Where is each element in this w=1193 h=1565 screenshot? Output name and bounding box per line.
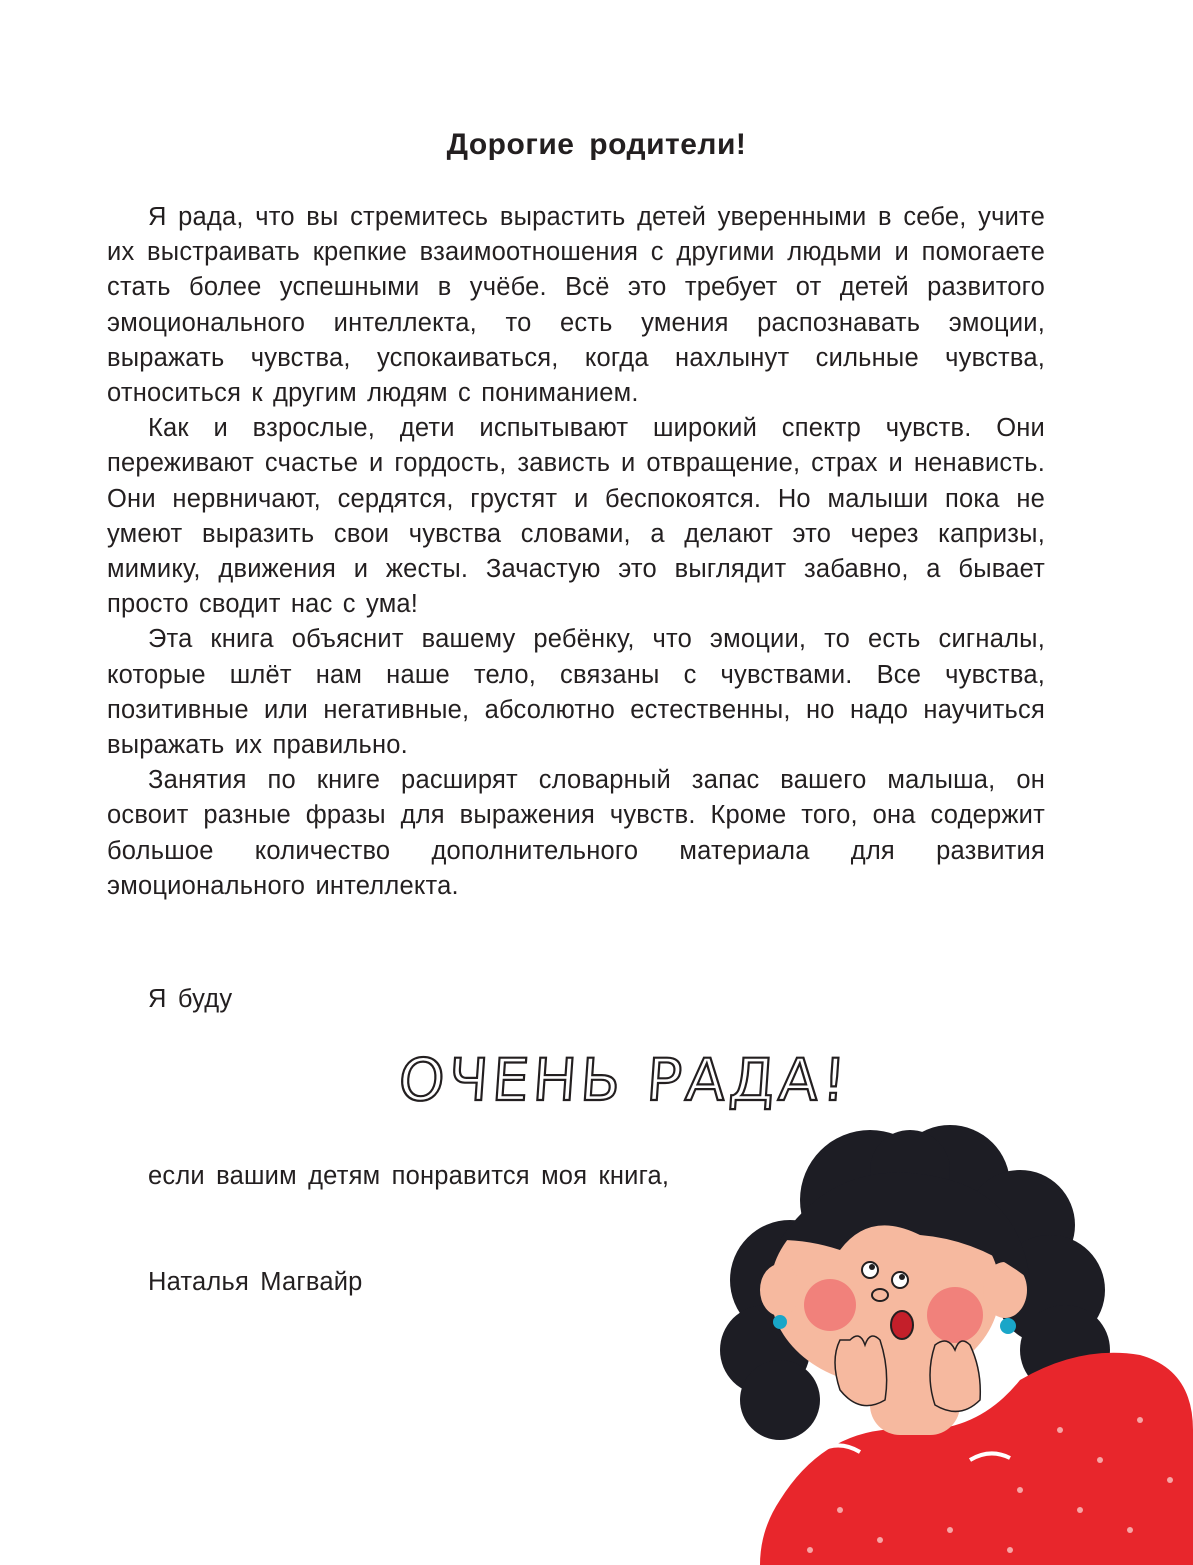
page-title: Дорогие родители!	[446, 128, 747, 161]
eye-left	[862, 1262, 878, 1278]
letter-body	[107, 200, 1045, 904]
handwritten-heading	[396, 1036, 853, 1116]
cheek-right	[927, 1287, 983, 1343]
earring-left	[773, 1315, 787, 1329]
eye-right	[892, 1272, 908, 1288]
closing-end: если вашим детям понравится моя книга,	[148, 1162, 670, 1190]
earring-right	[1000, 1318, 1016, 1334]
signature: Наталья Магвайр	[148, 1268, 363, 1296]
closing-start: Я буду	[148, 985, 233, 1013]
paragraph-2: Как и взрослые, дети испытывают широкий спектр чувств. Они переживают счастье и гордость, зависть и отвращение, страх и ненависть. Они нервничают, сердятся, грустят и беспокоятся. Но малыши пока не умеют выразить свои чувства словами, а делают это через капризы, мимику, движения и жесты. Зачастую это выглядит забавно, а бывает просто сводит нас с ума!	[107, 414, 1045, 619]
paragraph-3: Эта книга объяснит вашему ребёнку, что эмоции, то есть сигналы, которые шлёт нам наше тело, связаны с чувствами. Все чувства, позитивные или негативные, абсолютно естественны, но надо научиться выражать их правильно.	[107, 625, 1045, 760]
handwritten-text: ОЧЕНЬ РАДА!	[396, 1046, 853, 1114]
paragraph-4: Занятия по книге расширят словарный запас вашего малыша, он освоит разные фразы для выражения чувств. Кроме того, она содержит большое количество дополнительного материала для развития эмоционального интеллекта.	[107, 766, 1045, 900]
mouth	[891, 1311, 913, 1339]
cheek-left	[804, 1279, 856, 1331]
girl-surprised-illustration	[720, 1130, 1193, 1565]
paragraph-1: Я рада, что вы стремитесь вырастить детей уверенными в себе, учите их выстраивать крепкие взаимоотношения с другими людьми и помогаете стать более успешными в учёбе. Всё это требует от детей развитого эмоционального интеллекта, то есть умения распознавать эмоции, выражать чувства, успокаиваться, когда нахлынут сильные чувства, относиться к другим людям с пониманием.	[107, 203, 1045, 408]
